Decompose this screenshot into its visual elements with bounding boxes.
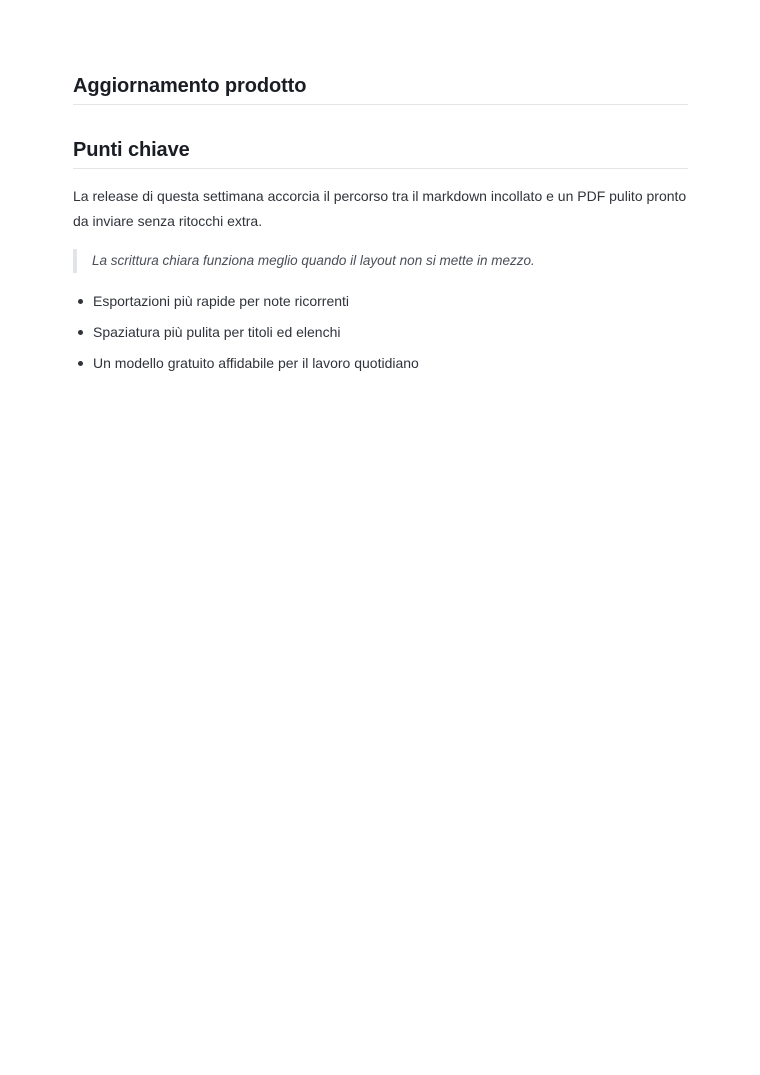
blockquote-bar: [73, 249, 77, 273]
blockquote: [73, 249, 688, 273]
list-item-text: Spaziatura più pulita per titoli ed elenchi: [93, 324, 341, 340]
list-item-text: Un modello gratuito affidabile per il lavoro quotidiano: [93, 355, 419, 371]
section-heading: Punti chiave: [73, 139, 190, 161]
bullet-icon: [78, 299, 83, 304]
bullet-list: [73, 290, 688, 383]
title-divider: [73, 104, 688, 105]
list-item-text: Esportazioni più rapide per note ricorrenti: [93, 293, 350, 309]
list-item: [73, 290, 688, 321]
document-title: Aggiornamento prodotto: [73, 75, 307, 97]
list-item: [73, 321, 688, 352]
intro-paragraph: La release di questa settimana accorcia il percorso tra il markdown incollato e un PDF pulito pronto da inviare senza ritocchi extra.: [73, 188, 687, 229]
list-item: [73, 352, 688, 383]
bullet-icon: [78, 361, 83, 366]
bullet-icon: [78, 330, 83, 335]
section-divider: [73, 168, 688, 169]
blockquote-text: La scrittura chiara funziona meglio quando il layout non si mette in mezzo.: [92, 253, 535, 268]
